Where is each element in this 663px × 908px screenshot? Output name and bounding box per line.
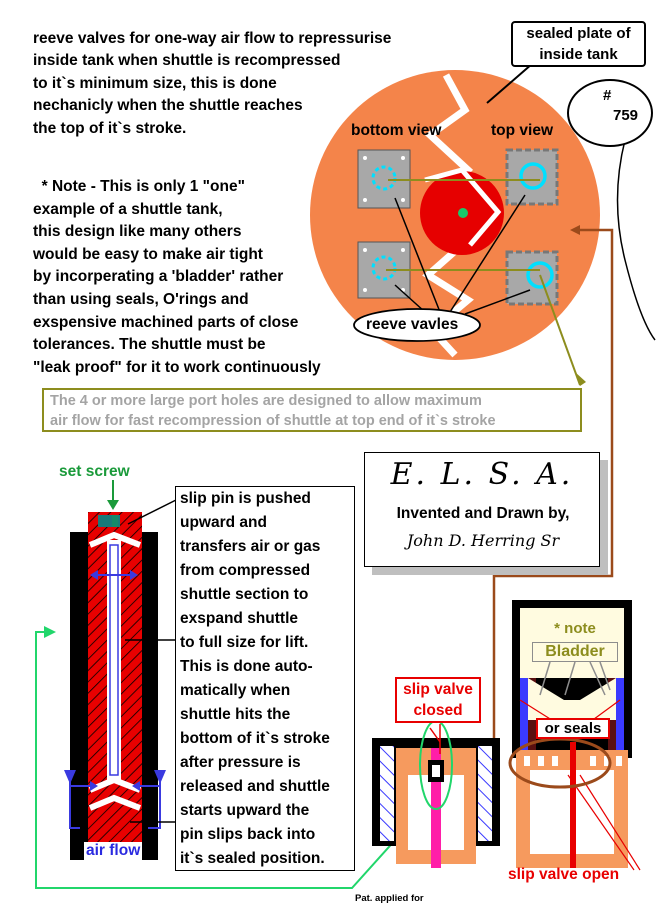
top-view-label: top view	[491, 122, 554, 139]
intro-line: nechanicly when the shuttle reaches	[33, 97, 303, 115]
note-line: "leak proof" for it to work continuously	[33, 358, 321, 376]
number-hash: #	[603, 87, 612, 104]
note-line: by incorperating a 'bladder' rather	[33, 268, 284, 286]
slip-valve-closed-label	[395, 677, 481, 723]
note-asterisk-label: * note	[554, 620, 596, 637]
slip-pin-line: exspand shuttle	[180, 610, 298, 627]
sealed-label-line: inside tank	[539, 46, 618, 63]
slip-pin-line: This is done auto-	[180, 658, 313, 675]
port-note-line: The 4 or more large port holes are designed to allow maximum	[50, 393, 482, 409]
slip-pin-line: starts upward the	[180, 802, 310, 819]
intro-line: reeve valves for one-way air flow to repressurise	[33, 30, 392, 47]
note-line: * Note - This is only 1 "one"	[33, 178, 245, 195]
design-note	[33, 176, 363, 379]
slip-pin-line: bottom of it`s stroke	[180, 730, 330, 747]
sealed-plate-label	[511, 21, 646, 67]
air-flow-label: air flow	[86, 842, 141, 859]
diagram-number-bubble	[567, 79, 653, 147]
closed-label-line: slip valve	[403, 681, 473, 698]
slip-valve-closed-diagram	[372, 721, 500, 868]
slip-pin-line: matically when	[180, 682, 291, 699]
note-line: example of a shuttle tank,	[33, 200, 223, 218]
sealed-label-line: sealed plate of	[526, 25, 631, 42]
intro-line: inside tank when shuttle is recompressed	[33, 52, 341, 70]
slip-pin-line: after pressure is	[180, 754, 301, 771]
slip-pin-explanation	[175, 486, 355, 871]
slip-pin-line: to full size for lift.	[180, 634, 309, 651]
port-holes-note	[42, 388, 582, 432]
note-line: would be easy to make air tight	[33, 245, 263, 263]
elsa-monogram: E. L. S. A.	[390, 457, 574, 492]
slip-pin-cross-section	[64, 480, 176, 860]
note-line: tolerances. The shuttle must be	[33, 336, 266, 354]
slip-pin-line: released and shuttle	[180, 778, 330, 795]
slip-pin-line: shuttle hits the	[180, 706, 291, 723]
port-note-line: air flow for fast recompression of shuttle at top end of it`s stroke	[50, 413, 496, 429]
note-line: this design like many others	[33, 223, 242, 241]
reeve-valves-label: reeve vavles	[366, 316, 459, 333]
intro-line: the top of it`s stroke.	[33, 119, 187, 137]
bottom-view-label: bottom view	[351, 122, 442, 139]
slip-pin-line: slip pin is pushed	[180, 490, 311, 507]
slip-pin-line: pin slips back into	[180, 826, 316, 843]
slip-pin-line: it`s sealed position.	[180, 850, 325, 867]
slip-pin-line: from compressed	[180, 562, 311, 579]
or-seals-label: or seals	[536, 718, 610, 739]
patent-note: Pat. applied for	[355, 893, 424, 904]
author-signature: John D. Herring Sr	[406, 531, 560, 550]
invented-by-label: Invented and Drawn by,	[396, 505, 570, 522]
note-line: than using seals, O'rings and	[33, 290, 249, 308]
slip-pin-line: transfers air or gas	[180, 538, 321, 555]
intro-line: to it`s minimum size, this is done	[33, 74, 277, 92]
slip-pin-line: upward and	[180, 514, 267, 531]
slip-pin-line: shuttle section to	[180, 586, 309, 603]
set-screw-label: set screw	[59, 463, 130, 480]
diagram-number: 759	[613, 107, 639, 124]
bladder-label: Bladder	[532, 642, 618, 662]
credit-box	[364, 452, 600, 567]
note-line: exspensive machined parts of close	[33, 313, 299, 331]
slip-valve-open-label: slip valve open	[508, 866, 620, 883]
closed-label-line: closed	[413, 702, 463, 719]
